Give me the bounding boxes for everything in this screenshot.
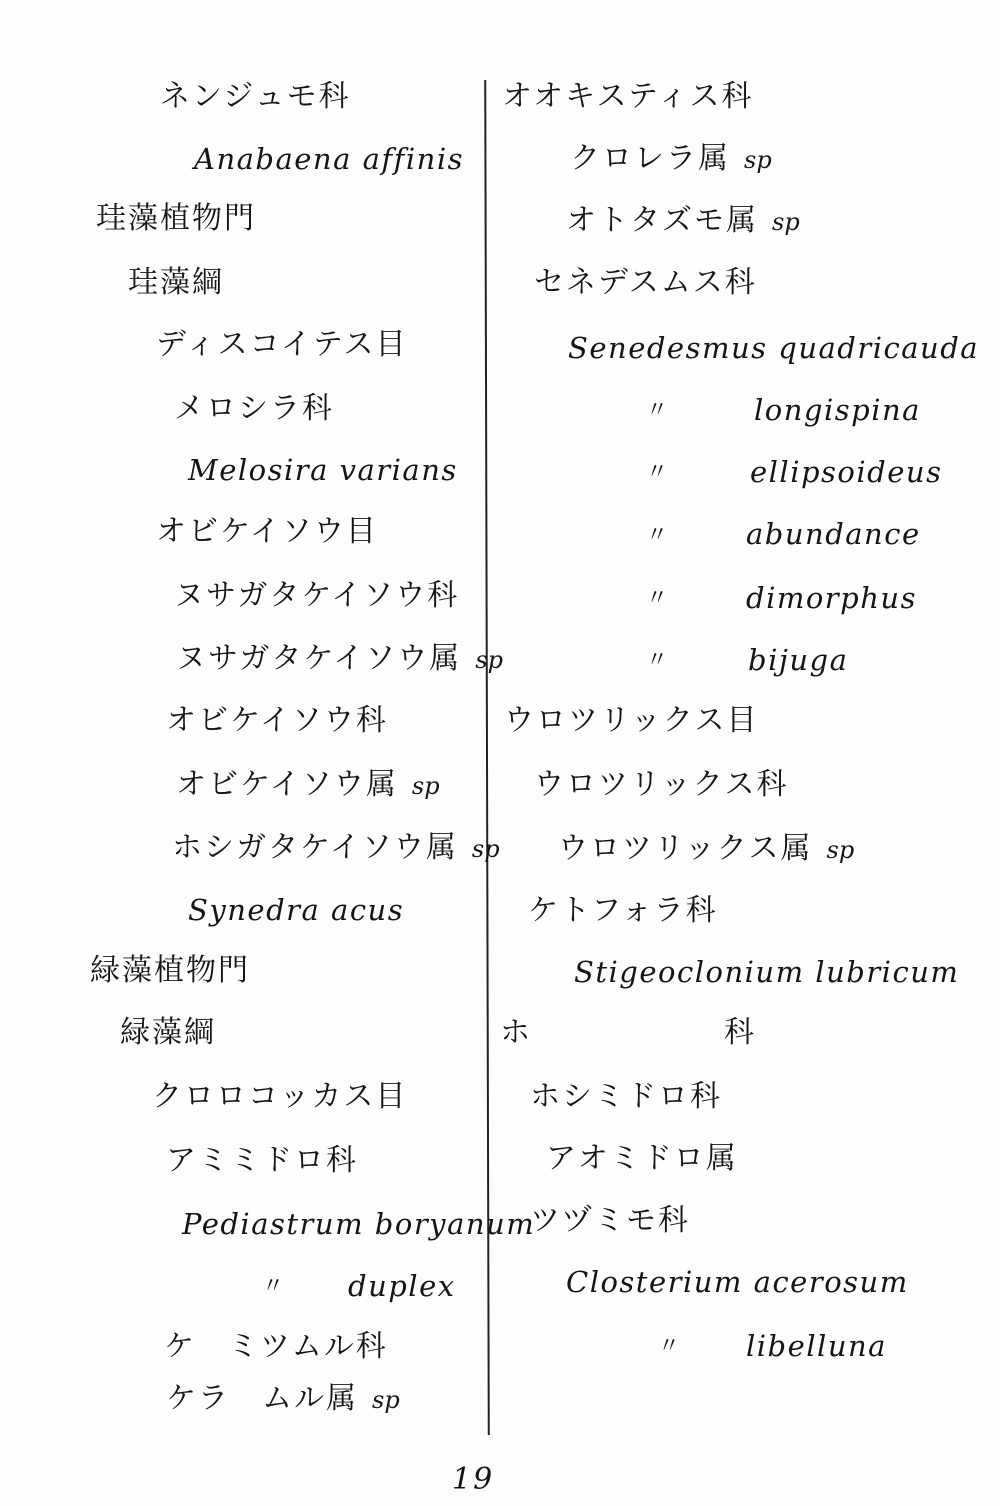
left-entry-18: アミミドロ科 <box>166 1143 358 1178</box>
left-entry-12: オビケイソウ属 sp <box>176 767 440 802</box>
right-entry-13: ウロツリックス属 sp <box>558 831 855 866</box>
right-entry-21: libelluna <box>746 1329 887 1363</box>
right-entry-16: ホ 科 <box>500 1015 756 1050</box>
left-entry-5: ディスコイテス目 <box>156 327 408 362</box>
left-entry-15: 緑藻植物門 <box>90 953 250 988</box>
right-entry-9: dimorphus <box>746 581 917 615</box>
right-entry-17: ホシミドロ科 <box>530 1079 722 1114</box>
page-number: 19 <box>452 1462 495 1497</box>
ditto-mark: 〃 <box>658 1334 681 1359</box>
left-entry-13: ホシガタケイソウ属 sp <box>172 830 500 865</box>
left-entry-14: Synedra acus <box>188 893 405 927</box>
right-entry-14: ケトフォラ科 <box>528 893 718 928</box>
right-entry-1: オオキスティス科 <box>502 79 754 114</box>
right-entry-5: Senedesmus quadricauda <box>568 331 980 365</box>
left-entry-1: ネンジュモ科 <box>160 79 351 114</box>
left-entry-10: ヌサガタケイソウ属 sp <box>176 641 503 676</box>
right-entry-10: bijuga <box>748 643 849 677</box>
left-entry-16: 緑藻綱 <box>120 1015 216 1050</box>
ditto-mark: 〃 <box>262 1274 285 1299</box>
left-entry-3: 珪藻植物門 <box>96 201 256 236</box>
right-entry-4: セネデスムス科 <box>534 265 757 300</box>
ditto-mark: 〃 <box>646 398 669 423</box>
left-entry-4: 珪藻綱 <box>128 265 224 300</box>
left-entry-6: メロシラ科 <box>174 391 334 426</box>
right-entry-3: オトタズモ属 sp <box>566 203 800 238</box>
right-entry-18: アオミドロ属 <box>546 1141 738 1176</box>
left-entry-22: ケラ ムル属 sp <box>166 1381 400 1416</box>
right-entry-6: longispina <box>754 393 921 427</box>
left-entry-17: クロロコッカス目 <box>152 1079 408 1114</box>
left-entry-19: Pediastrum boryanum <box>182 1207 536 1241</box>
left-entry-7: Melosira varians <box>188 453 458 487</box>
right-entry-7: ellipsoideus <box>750 455 943 489</box>
ditto-mark: 〃 <box>646 523 669 548</box>
ditto-mark: 〃 <box>646 460 669 485</box>
left-entry-21: ケ ミツムル科 <box>164 1329 388 1364</box>
left-entry-9: ヌサガタケイソウ科 <box>174 578 460 613</box>
right-entry-19: ツヅミモ科 <box>530 1203 690 1238</box>
left-entry-20: duplex <box>348 1269 456 1303</box>
right-entry-12: ウロツリックス科 <box>534 767 789 802</box>
right-entry-8: abundance <box>746 517 921 551</box>
ditto-mark: 〃 <box>646 586 669 611</box>
left-entry-2: Anabaena affinis <box>194 142 464 176</box>
right-entry-20: Closterium acerosum <box>566 1265 909 1299</box>
left-entry-8: オビケイソウ目 <box>156 514 378 549</box>
right-entry-11: ウロツリックス目 <box>504 703 759 738</box>
right-entry-15: Stigeoclonium lubricum <box>574 955 960 989</box>
ditto-mark: 〃 <box>646 648 669 673</box>
left-entry-11: オビケイソウ科 <box>166 703 388 738</box>
right-entry-2: クロレラ属 sp <box>570 141 772 176</box>
